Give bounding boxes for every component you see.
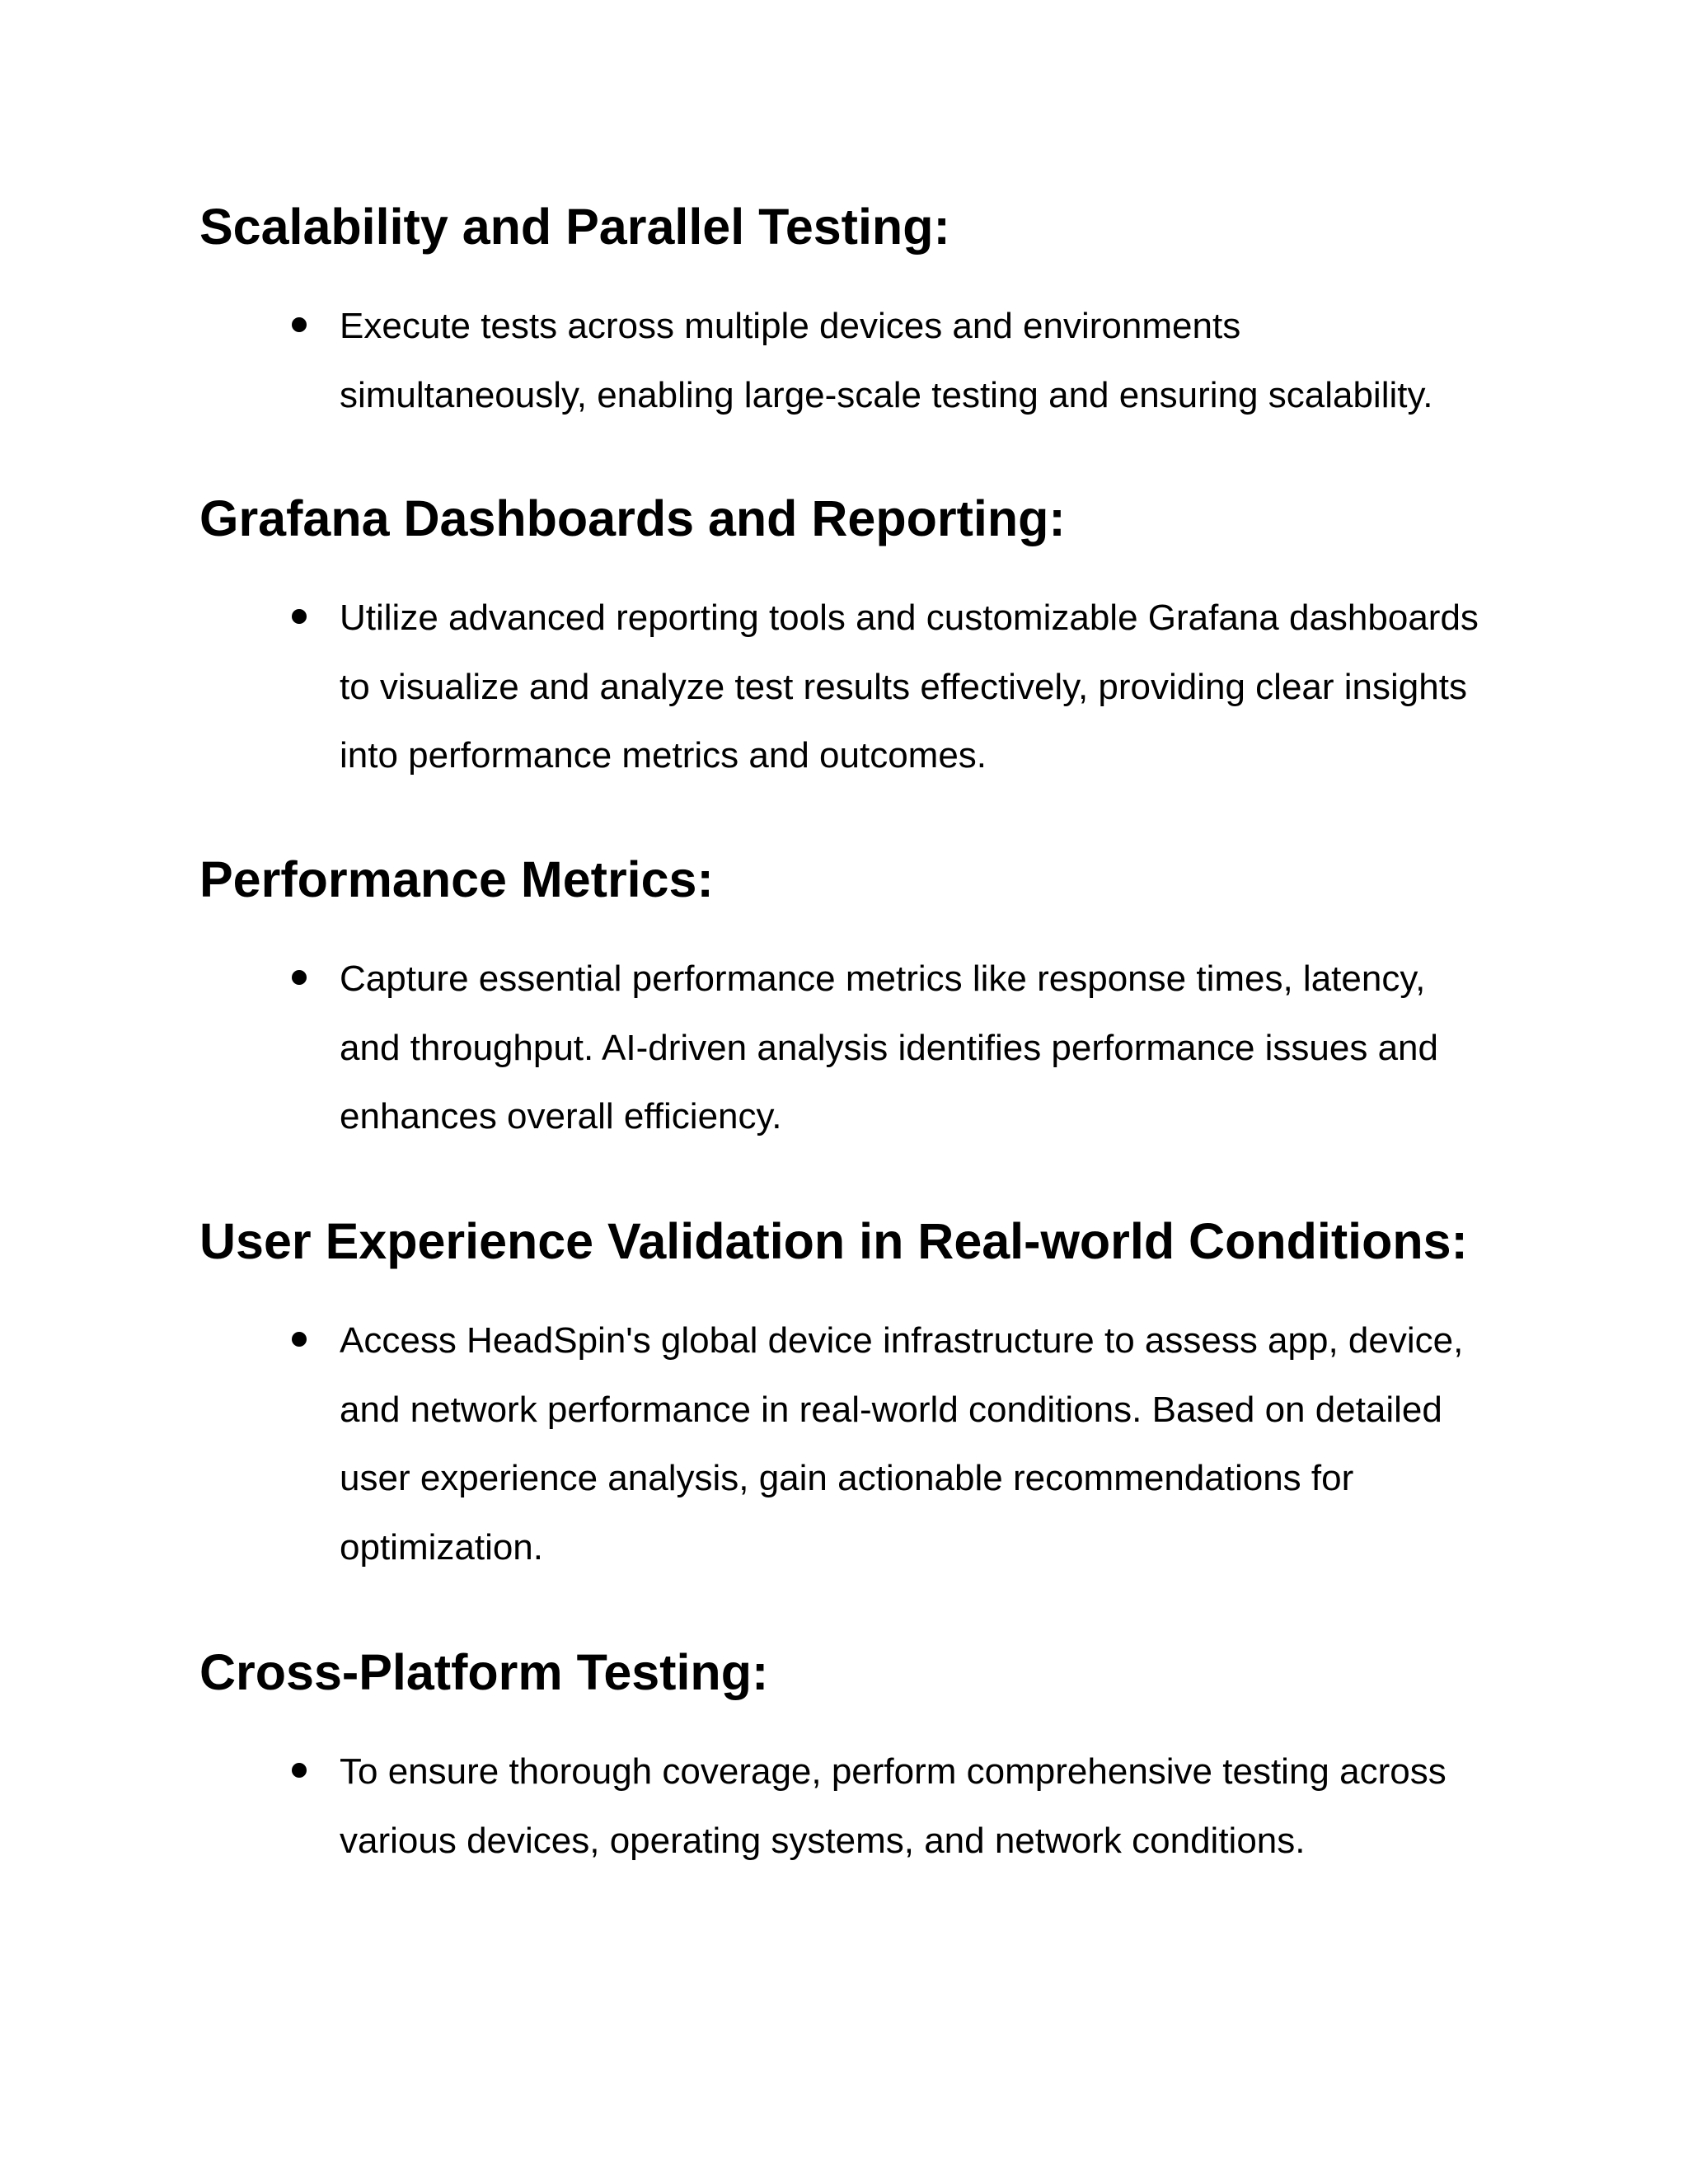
bullet-icon	[292, 609, 307, 624]
bullet-text: Capture essential performance metrics like response times, latency, and throughput. AI-driven analysis identifies performance issues and enhances overall efficiency.	[340, 958, 1438, 1137]
bullet-text: Utilize advanced reporting tools and customizable Grafana dashboards to visualize and analyze test results effectively, providing clear insights into performance metrics and outcomes.	[340, 598, 1479, 776]
bullet-icon	[292, 1763, 307, 1778]
bullet-icon	[292, 970, 307, 985]
section-heading-scalability: Scalability and Parallel Testing:	[199, 199, 950, 255]
bullet-icon	[292, 1332, 307, 1347]
section-heading-performance-metrics: Performance Metrics:	[199, 851, 714, 907]
bullet-text: Execute tests across multiple devices and environments simultaneously, enabling large-scale testing and ensuring scalability.	[340, 306, 1433, 415]
section-heading-user-experience: User Experience Validation in Real-world Conditions:	[199, 1213, 1468, 1269]
section-heading-cross-platform: Cross-Platform Testing:	[199, 1644, 769, 1700]
bullet-text: Access HeadSpin's global device infrastructure to assess app, device, and network performance in real-world conditions. Based on detailed user experience analysis, gain actionable recommendations for optimization.	[340, 1320, 1464, 1568]
bullet-text: To ensure thorough coverage, perform comprehensive testing across various devices, operating systems, and network conditions.	[340, 1751, 1447, 1861]
bullet-icon	[292, 317, 307, 332]
section-heading-grafana: Grafana Dashboards and Reporting:	[199, 490, 1066, 546]
